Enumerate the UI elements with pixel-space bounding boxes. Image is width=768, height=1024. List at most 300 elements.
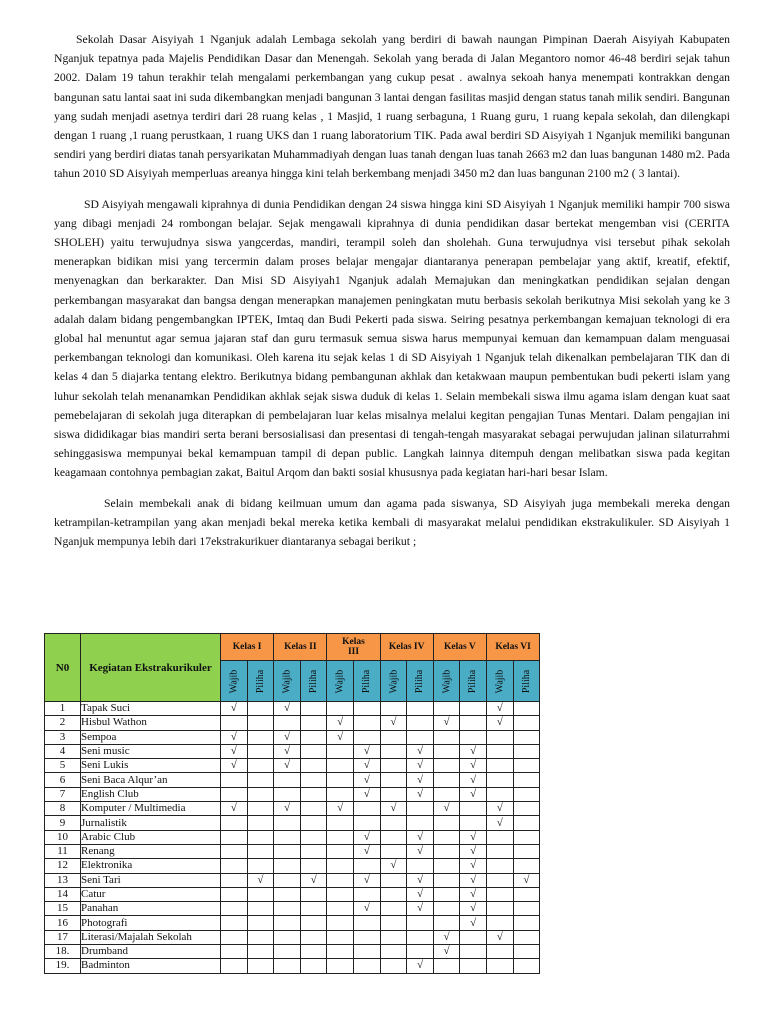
row-number: 19.: [45, 959, 81, 973]
check-cell: [327, 830, 354, 844]
check-cell: √: [460, 902, 487, 916]
check-cell: [353, 930, 380, 944]
check-cell: [433, 859, 460, 873]
check-cell: [327, 887, 354, 901]
subheader-pilihan-label: Piliha: [361, 669, 373, 694]
check-cell: [274, 902, 301, 916]
activity-name: Literasi/Majalah Sekolah: [81, 930, 221, 944]
check-cell: √: [407, 873, 434, 887]
subheader-wajib-kelas-2: [274, 661, 301, 702]
check-cell: √: [460, 873, 487, 887]
check-cell: √: [433, 802, 460, 816]
check-cell: [486, 945, 513, 959]
subheader-wajib-label: Wajib: [387, 669, 399, 694]
check-cell: [380, 873, 407, 887]
check-cell: [353, 959, 380, 973]
check-cell: [380, 945, 407, 959]
check-cell: [407, 859, 434, 873]
check-cell: [327, 844, 354, 858]
row-number: 13: [45, 873, 81, 887]
check-cell: √: [486, 716, 513, 730]
check-cell: [327, 744, 354, 758]
check-cell: [433, 830, 460, 844]
check-cell: √: [274, 702, 301, 716]
header-kelas-2: Kelas II: [274, 634, 327, 661]
row-number: 15: [45, 902, 81, 916]
row-number: 5: [45, 759, 81, 773]
check-cell: [247, 859, 274, 873]
check-cell: [274, 916, 301, 930]
check-cell: √: [221, 730, 248, 744]
check-cell: [300, 802, 327, 816]
check-cell: [274, 830, 301, 844]
check-cell: √: [407, 959, 434, 973]
check-cell: [460, 716, 487, 730]
check-cell: [433, 730, 460, 744]
subheader-pilihan-kelas-1: [247, 661, 274, 702]
table-row: [45, 859, 540, 873]
check-cell: [433, 902, 460, 916]
table-row: [45, 744, 540, 758]
check-cell: [380, 773, 407, 787]
check-cell: √: [353, 787, 380, 801]
check-cell: [353, 802, 380, 816]
check-cell: [247, 730, 274, 744]
check-cell: [247, 916, 274, 930]
check-cell: [300, 945, 327, 959]
check-cell: [247, 702, 274, 716]
check-cell: [460, 930, 487, 944]
check-cell: [274, 959, 301, 973]
activity-name: Seni Lukis: [81, 759, 221, 773]
paragraph-vision-mission: SD Aisyiyah mengawali kiprahnya di dunia Pendidikan dengan 24 siswa hingga kini SD Aisyiyah 1 Nganjuk memiliki hampir 700 siswa yang dibagi menjadi 24 rombongan belajar. Sejak mengawali kiprahnya di dunia pendidikan dasar bertekat mengemban visi (CERITA SHOLEH) yaitu terwujudnya siswa yangcerdas, mandiri, terampil soleh dan sholehah. Guna terwujudnya visi tersebut pihak sekolah menerapkan bidikan misi yang tercermin dalam proses belajar mengajar diantaranya penerapan pembelajar yang aktif, kreatif, efektif, menyenagkan dan berkarakter. Dan Misi SD Aisyiyah1 Nganjuk adalah Memajukan dan meningkatkan pendidikan sejalan dengan perkembangan masyarakat dan bangsa dengan menerapkan manajemen peningkatan mutu berbasis sekolah berikutnya Misi sekolah yang ke 3 adalah dalam bidang pengembangkan IPTEK, Imtaq dan Budi Pekerti pada siswa. Seiring pesatnya perkembangan kemajuan teknologi di era global hal menuntut agar semua jajaran staf dan guru termasuk semua siswa harus mempunyai kemuan dan kemampuan dalam menguasai perkembangan teknologi dan komunikasi. Oleh karena itu sejak kelas 1 di SD Aisyiyah 1 Nganjuk telah dikenalkan pembelajaran TIK dan di kelas 4 dan 5 diajarka tentang elektro. Berikutnya bidang pembangunan akhlak dan ketakwaan maupun pembentukan budi pekerti islam yang luhur sekolah telah menanamkan Pendidikan akhlak sejak siswa duduk di kelas 1. Selain membekali siswa ilmu agama islam dengan kuat saat pemebelajaran di sekolah juga diterapkan di pembelajaran luar kelas misalnya melalui kegitan pengajian Tunas Mentari. Dalam pengajian ini siswa dididikagar bias mandiri serta berani bersosialisasi dan presentasi di tengah-tengah masyarakat sebagai perwujudan jalinan silaturrahmi sehinggasiswa mempunyai bekal kemampuan tampil di depan public. Langkah lainnya ditempuh dengan melibatkan siswa pada kegitan keagamaan contohnya pembagian zakat, Baitul Arqom dan bakti sosial khususnya pada kegiatan hari-hari besar Islam.: [54, 197, 730, 480]
check-cell: √: [353, 830, 380, 844]
check-cell: [433, 959, 460, 973]
check-cell: √: [274, 744, 301, 758]
check-cell: [300, 930, 327, 944]
activity-name: Badminton: [81, 959, 221, 973]
activity-name: Jurnalistik: [81, 816, 221, 830]
document-body: [54, 30, 730, 551]
check-cell: √: [513, 873, 540, 887]
check-cell: [300, 916, 327, 930]
table-row: [45, 830, 540, 844]
subheader-wajib-kelas-1: [221, 661, 248, 702]
table-row: [45, 773, 540, 787]
check-cell: [433, 887, 460, 901]
check-cell: [247, 830, 274, 844]
check-cell: [513, 816, 540, 830]
check-cell: [221, 716, 248, 730]
check-cell: √: [407, 844, 434, 858]
check-cell: [380, 959, 407, 973]
check-cell: [274, 930, 301, 944]
check-cell: [407, 945, 434, 959]
check-cell: [221, 945, 248, 959]
row-number: 17: [45, 930, 81, 944]
check-cell: √: [407, 773, 434, 787]
check-cell: [327, 916, 354, 930]
row-number: 18.: [45, 945, 81, 959]
check-cell: [460, 816, 487, 830]
subheader-pilihan-label: Piliha: [520, 669, 532, 694]
header-kelas-3-label: Kelas III: [342, 637, 365, 657]
check-cell: √: [407, 744, 434, 758]
check-cell: [513, 802, 540, 816]
check-cell: [486, 844, 513, 858]
table-row: [45, 716, 540, 730]
check-cell: [247, 759, 274, 773]
check-cell: [460, 730, 487, 744]
check-cell: [460, 802, 487, 816]
check-cell: √: [300, 873, 327, 887]
check-cell: [486, 759, 513, 773]
check-cell: [380, 902, 407, 916]
row-number: 2: [45, 716, 81, 730]
table-row: [45, 959, 540, 973]
check-cell: [247, 887, 274, 901]
check-cell: [327, 773, 354, 787]
check-cell: [486, 873, 513, 887]
check-cell: √: [247, 873, 274, 887]
check-cell: [513, 773, 540, 787]
check-cell: [247, 773, 274, 787]
check-cell: [300, 959, 327, 973]
table-row: [45, 887, 540, 901]
header-kelas-4: Kelas IV: [380, 634, 433, 661]
check-cell: √: [460, 887, 487, 901]
check-cell: [433, 702, 460, 716]
check-cell: [300, 830, 327, 844]
check-cell: [353, 887, 380, 901]
check-cell: √: [433, 716, 460, 730]
check-cell: [274, 844, 301, 858]
check-cell: [486, 902, 513, 916]
check-cell: [327, 902, 354, 916]
check-cell: [460, 945, 487, 959]
check-cell: [327, 787, 354, 801]
row-number: 11: [45, 844, 81, 858]
check-cell: [407, 702, 434, 716]
table-row: [45, 759, 540, 773]
header-kelas-3: [327, 634, 380, 661]
check-cell: [380, 744, 407, 758]
check-cell: √: [353, 744, 380, 758]
check-cell: [513, 844, 540, 858]
table-row: [45, 930, 540, 944]
row-number: 6: [45, 773, 81, 787]
check-cell: [513, 887, 540, 901]
check-cell: [221, 930, 248, 944]
check-cell: [513, 930, 540, 944]
table-row: [45, 802, 540, 816]
activity-name: Panahan: [81, 902, 221, 916]
check-cell: [513, 859, 540, 873]
check-cell: [327, 959, 354, 973]
check-cell: [221, 902, 248, 916]
activity-name: Drumband: [81, 945, 221, 959]
check-cell: [513, 959, 540, 973]
subheader-wajib-label: Wajib: [441, 669, 453, 694]
table-row: [45, 902, 540, 916]
check-cell: [247, 744, 274, 758]
check-cell: √: [460, 744, 487, 758]
check-cell: [513, 830, 540, 844]
check-cell: [460, 702, 487, 716]
check-cell: [407, 930, 434, 944]
table-row: [45, 787, 540, 801]
activity-name: Catur: [81, 887, 221, 901]
check-cell: √: [486, 802, 513, 816]
check-cell: √: [353, 773, 380, 787]
check-cell: [486, 959, 513, 973]
check-cell: [221, 830, 248, 844]
check-cell: [327, 945, 354, 959]
check-cell: [407, 816, 434, 830]
check-cell: [353, 816, 380, 830]
row-number: 8: [45, 802, 81, 816]
check-cell: [380, 916, 407, 930]
check-cell: [327, 859, 354, 873]
table-row: [45, 730, 540, 744]
check-cell: [380, 759, 407, 773]
check-cell: [486, 730, 513, 744]
header-kelas-1: Kelas I: [221, 634, 274, 661]
check-cell: [513, 945, 540, 959]
activity-name: English Club: [81, 787, 221, 801]
check-cell: [433, 787, 460, 801]
subheader-wajib-kelas-6: [486, 661, 513, 702]
check-cell: √: [486, 816, 513, 830]
check-cell: [300, 716, 327, 730]
check-cell: [460, 959, 487, 973]
subheader-wajib-label: Wajib: [334, 669, 346, 694]
subheader-pilihan-label: Piliha: [254, 669, 266, 694]
check-cell: [433, 759, 460, 773]
check-cell: [513, 730, 540, 744]
check-cell: [407, 802, 434, 816]
check-cell: [380, 830, 407, 844]
check-cell: √: [486, 702, 513, 716]
check-cell: [247, 787, 274, 801]
subheader-wajib-kelas-3: [327, 661, 354, 702]
check-cell: [513, 716, 540, 730]
check-cell: [221, 859, 248, 873]
check-cell: [247, 930, 274, 944]
activity-name: Arabic Club: [81, 830, 221, 844]
check-cell: [300, 730, 327, 744]
activity-name: Photografi: [81, 916, 221, 930]
check-cell: [380, 816, 407, 830]
row-number: 1: [45, 702, 81, 716]
paragraph-history: Sekolah Dasar Aisyiyah 1 Nganjuk adalah Lembaga sekolah yang berdiri di bawah naungan Pimpinan Daerah Aisyiyah Kabupaten Nganjuk tepatnya pada Majelis Pendidikan Dasar dan Menengah. Sekolah yang berada di Jalan Megantoro nomor 46-48 berdiri sejak tahun 2002. Dalam 19 tahun terakhir telah mengalami perkembangan yang cukup pesat . awalnya sekoah hanya menempati kontrakkan dengan bangunan satu lantai saat ini suda dikembangkan menjadi bangunan 3 lantai dengan fasilitas masjid dengan status tanah milik sendiri. Bangunan yang sudah menjadi asetnya terdiri dari 28 ruang kelas , 1 Masjid, 1 ruang serbaguna, 1 Ruang guru, 1 ruang kepala sekolah, dan dilengkapi dengan 1 ruang ,1 ruang perustkaan, 1 ruang UKS dan 1 ruang laboratorium TIK. Pada awal berdiri SD Aisyiyah 1 Nganjuk memiliki bangunan sendiri yang berdiri diatas tanah persyarikatan Muhammadiyah dengan luas tanah dengan luas tanah 2663 m2 dan luas bangunan 1480 m2. Pada tahun 2010 SD Aisyiyah memperluas areanya hingga kini telah berkembang menjadi 3450 m2 dan luas bangunan 2100 m2 ( 3 lantai).: [54, 33, 730, 181]
check-cell: [433, 773, 460, 787]
check-cell: √: [353, 873, 380, 887]
check-cell: √: [274, 802, 301, 816]
check-cell: √: [353, 902, 380, 916]
check-cell: [353, 859, 380, 873]
check-cell: [353, 916, 380, 930]
subheader-wajib-kelas-5: [433, 661, 460, 702]
subheader-pilihan-kelas-6: [513, 661, 540, 702]
row-number: 14: [45, 887, 81, 901]
row-number: 4: [45, 744, 81, 758]
subheader-pilihan-kelas-3: [353, 661, 380, 702]
activity-name: Komputer / Multimedia: [81, 802, 221, 816]
check-cell: [221, 873, 248, 887]
table-row: [45, 844, 540, 858]
activity-name: Tapak Suci: [81, 702, 221, 716]
check-cell: [300, 902, 327, 916]
check-cell: [327, 759, 354, 773]
check-cell: [300, 744, 327, 758]
check-cell: [380, 730, 407, 744]
check-cell: [221, 787, 248, 801]
check-cell: [486, 887, 513, 901]
check-cell: √: [380, 859, 407, 873]
check-cell: [274, 787, 301, 801]
check-cell: [513, 787, 540, 801]
check-cell: √: [433, 945, 460, 959]
table-row: [45, 945, 540, 959]
header-no: N0: [45, 634, 81, 702]
check-cell: [300, 844, 327, 858]
row-number: 12: [45, 859, 81, 873]
check-cell: [274, 816, 301, 830]
check-cell: [380, 702, 407, 716]
check-cell: [274, 716, 301, 730]
check-cell: [353, 716, 380, 730]
check-cell: [486, 859, 513, 873]
row-number: 7: [45, 787, 81, 801]
check-cell: [380, 844, 407, 858]
check-cell: [274, 873, 301, 887]
activity-name: Renang: [81, 844, 221, 858]
subheader-pilihan-label: Piliha: [467, 669, 479, 694]
activity-name: Seni Baca Alqur’an: [81, 773, 221, 787]
table-row: [45, 702, 540, 716]
row-number: 9: [45, 816, 81, 830]
subheader-pilihan-label: Piliha: [414, 669, 426, 694]
check-cell: [380, 930, 407, 944]
extracurricular-table: [44, 633, 540, 974]
row-number: 16: [45, 916, 81, 930]
subheader-wajib-kelas-4: [380, 661, 407, 702]
check-cell: √: [221, 702, 248, 716]
subheader-pilihan-kelas-2: [300, 661, 327, 702]
check-cell: [433, 844, 460, 858]
check-cell: [513, 702, 540, 716]
table-row: [45, 816, 540, 830]
check-cell: √: [460, 773, 487, 787]
check-cell: [247, 802, 274, 816]
check-cell: √: [353, 759, 380, 773]
check-cell: [300, 773, 327, 787]
check-cell: [247, 902, 274, 916]
check-cell: [380, 787, 407, 801]
check-cell: √: [380, 716, 407, 730]
check-cell: [221, 844, 248, 858]
check-cell: √: [221, 802, 248, 816]
check-cell: [513, 902, 540, 916]
check-cell: [433, 916, 460, 930]
check-cell: [327, 873, 354, 887]
subheader-wajib-label: Wajib: [494, 669, 506, 694]
subheader-pilihan-kelas-5: [460, 661, 487, 702]
check-cell: √: [460, 844, 487, 858]
check-cell: √: [221, 744, 248, 758]
table-row: [45, 916, 540, 930]
check-cell: [274, 945, 301, 959]
activity-name: Seni music: [81, 744, 221, 758]
activity-name: Elektronika: [81, 859, 221, 873]
check-cell: [300, 887, 327, 901]
check-cell: [300, 759, 327, 773]
activity-name: Hisbul Wathon: [81, 716, 221, 730]
check-cell: [486, 787, 513, 801]
table-row: [45, 873, 540, 887]
check-cell: [274, 859, 301, 873]
activity-name: Seni Tari: [81, 873, 221, 887]
check-cell: [433, 873, 460, 887]
check-cell: [407, 916, 434, 930]
check-cell: √: [407, 759, 434, 773]
check-cell: √: [460, 787, 487, 801]
check-cell: √: [407, 830, 434, 844]
check-cell: √: [380, 802, 407, 816]
subheader-wajib-label: Wajib: [228, 669, 240, 694]
check-cell: [433, 816, 460, 830]
check-cell: [513, 759, 540, 773]
row-number: 10: [45, 830, 81, 844]
check-cell: √: [407, 902, 434, 916]
check-cell: [486, 744, 513, 758]
check-cell: [513, 916, 540, 930]
check-cell: [486, 830, 513, 844]
check-cell: √: [327, 716, 354, 730]
subheader-pilihan-label: Piliha: [308, 669, 320, 694]
check-cell: [300, 859, 327, 873]
check-cell: √: [274, 730, 301, 744]
check-cell: [247, 716, 274, 730]
header-kelas-5: Kelas V: [433, 634, 486, 661]
check-cell: [300, 816, 327, 830]
check-cell: [247, 844, 274, 858]
check-cell: √: [460, 830, 487, 844]
check-cell: [221, 773, 248, 787]
check-cell: √: [460, 759, 487, 773]
check-cell: [300, 702, 327, 716]
check-cell: [300, 787, 327, 801]
row-number: 3: [45, 730, 81, 744]
check-cell: [221, 816, 248, 830]
check-cell: [433, 744, 460, 758]
check-cell: √: [460, 859, 487, 873]
check-cell: [380, 887, 407, 901]
check-cell: [247, 959, 274, 973]
check-cell: √: [353, 844, 380, 858]
check-cell: [247, 945, 274, 959]
check-cell: √: [433, 930, 460, 944]
check-cell: [247, 816, 274, 830]
check-cell: [353, 730, 380, 744]
check-cell: [221, 887, 248, 901]
check-cell: [327, 816, 354, 830]
subheader-wajib-label: Wajib: [281, 669, 293, 694]
check-cell: [274, 887, 301, 901]
check-cell: [486, 773, 513, 787]
check-cell: √: [460, 916, 487, 930]
